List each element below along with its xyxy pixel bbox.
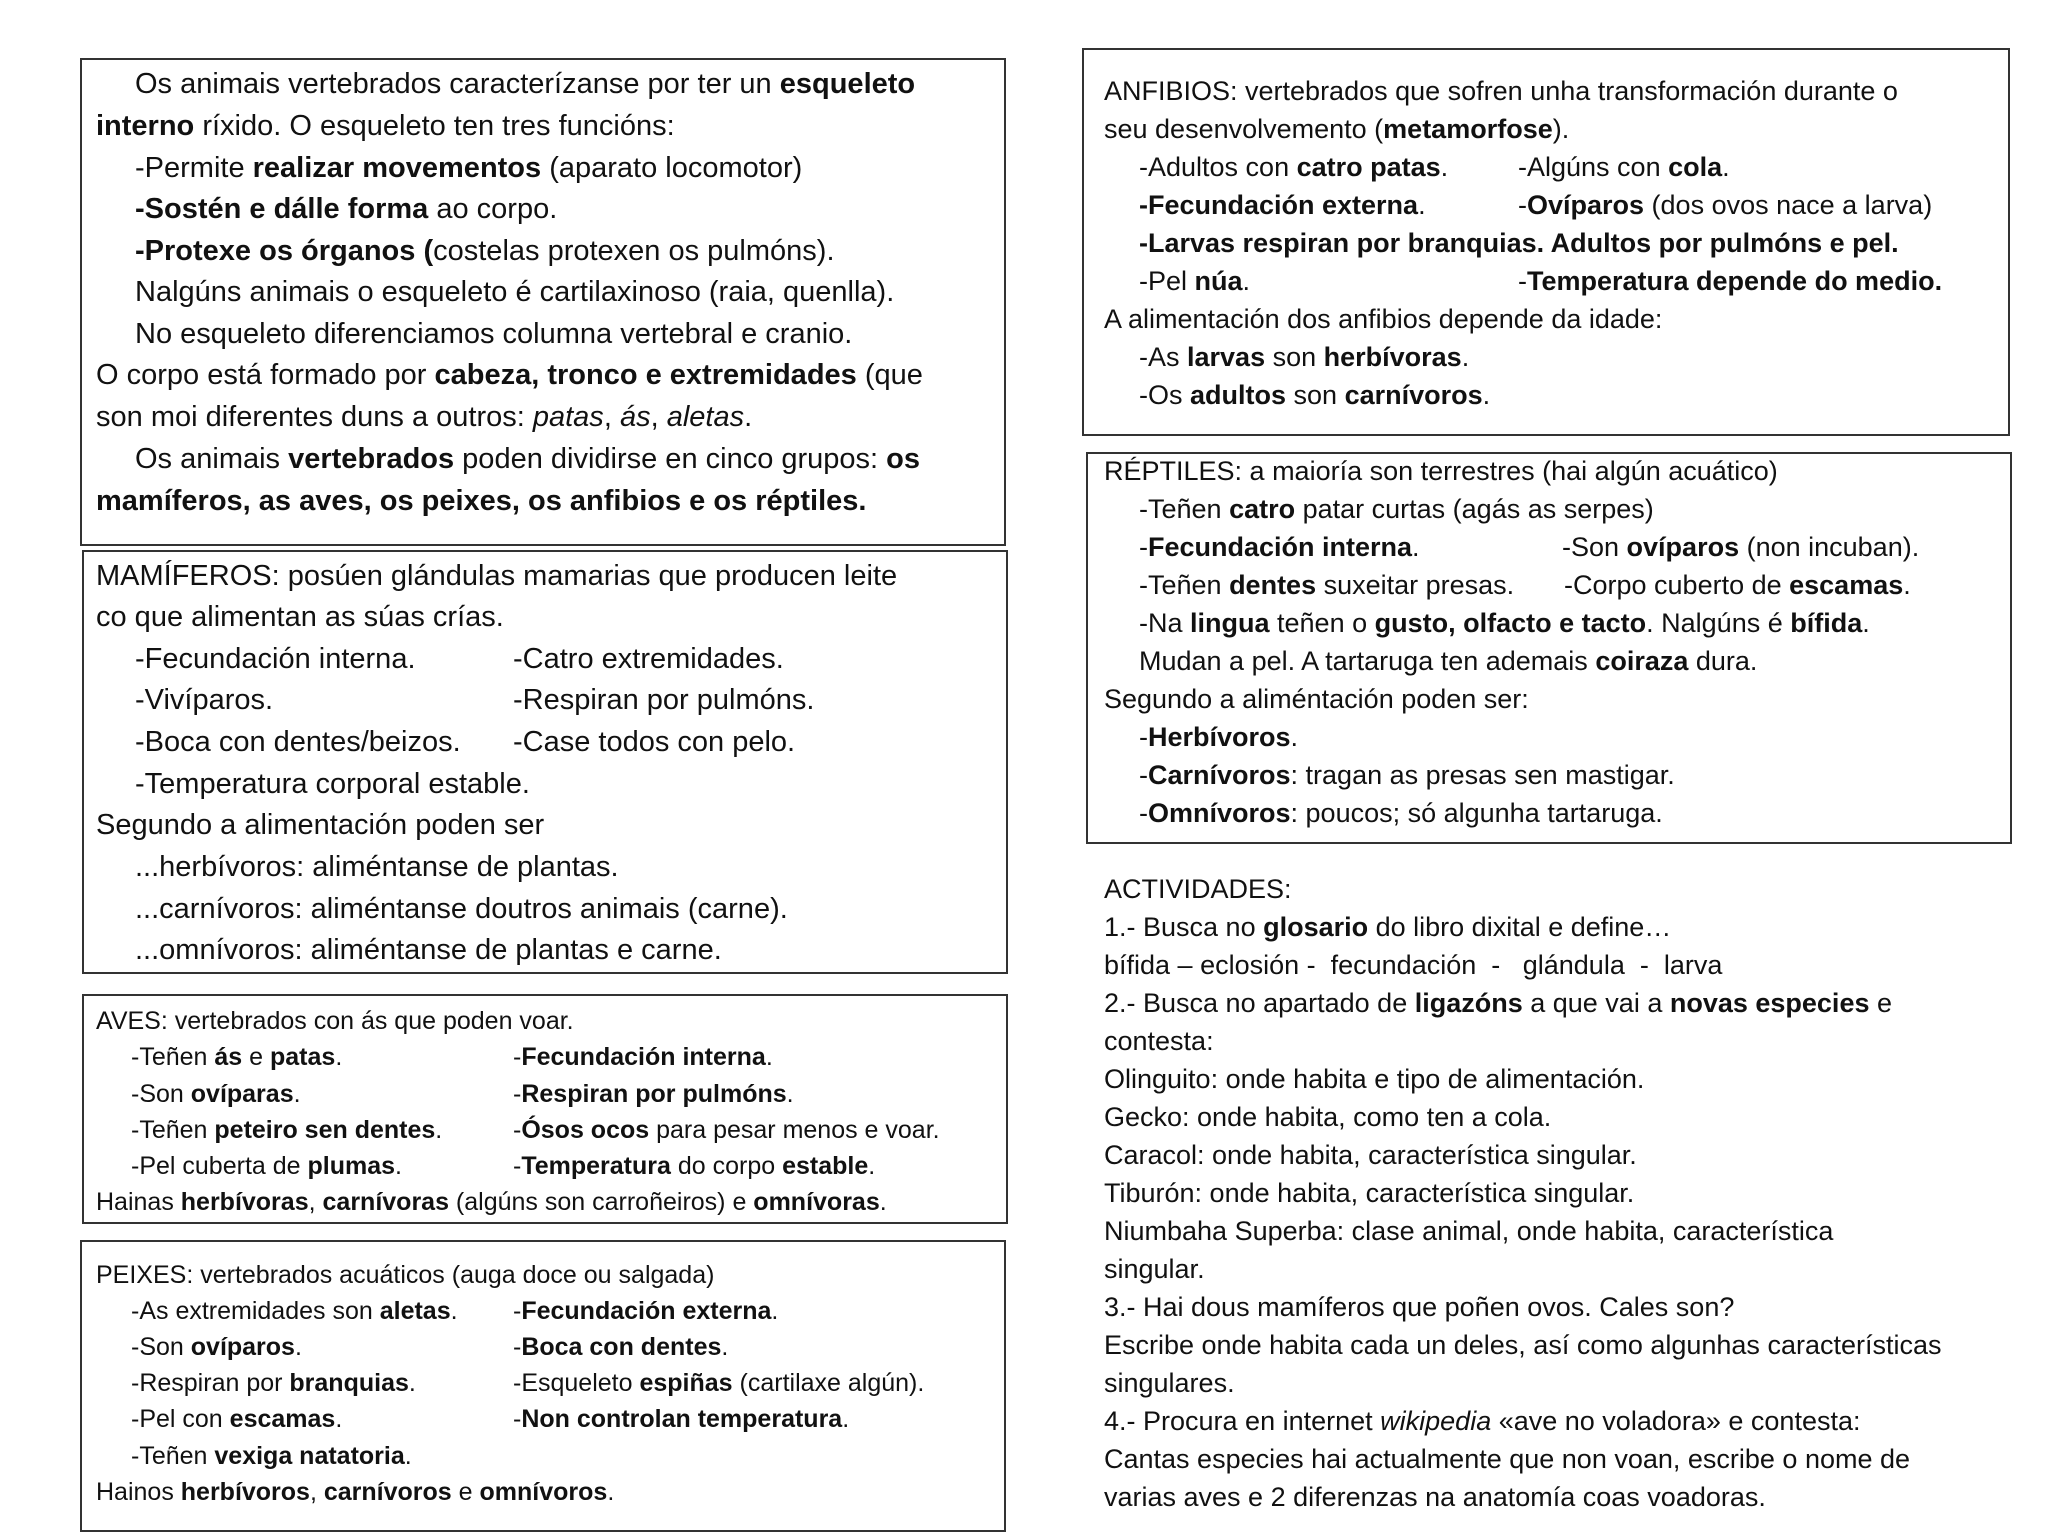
mammals-row-3a: -Boca con dentes/beizos. (135, 726, 461, 758)
mammals-row-4: -Temperatura corporal estable. (135, 768, 530, 800)
activities-line-15: Cantas especies hai actualmente que non voan, escribe o nome de (1104, 1444, 1911, 1474)
fish-row-1b: -Fecundación externa. (513, 1297, 779, 1325)
reptiles-line-5: -Na lingua teñen o gusto, olfacto e tacto. Nalgúns é bífida. (1139, 608, 1870, 638)
activities-line-12: Escribe onde habita cada un deles, así como algunhas características (1104, 1330, 1942, 1360)
reptiles-row-4a: -Teñen dentes suxeitar presas. (1139, 570, 1515, 600)
intro-line-8: O corpo está formado por cabeza, tronco e extremidades (que (96, 359, 923, 391)
birds-row-3b: -Ósos ocos para pesar menos e voar. (513, 1116, 940, 1144)
mammals-line-10: ...omnívoros: aliméntanse de plantas e carne. (135, 934, 722, 966)
birds-row-2a: -Son ovíparas. (131, 1080, 301, 1108)
activities-line-5: Olinguito: onde habita e tipo de alimentación. (1104, 1064, 1645, 1094)
reptiles-line-2: -Teñen catro patar curtas (agás as serpes) (1139, 494, 1654, 524)
mammals-row-2a: -Vivíparos. (135, 684, 274, 716)
activities-line-4: contesta: (1104, 1026, 1214, 1056)
amphibians-line-9: -Os adultos son carnívoros. (1139, 380, 1491, 410)
amphibians-row-2b: -Ovíparos (dos ovos nace a larva) (1518, 190, 1933, 220)
amphibians-row-4a: -Pel núa. (1139, 266, 1251, 296)
reptiles-line-7: Segundo a aliméntación poden ser: (1104, 684, 1529, 714)
intro-line-10: Os animais vertebrados poden dividirse en cinco grupos: os (135, 443, 921, 475)
amphibians-row-1b: -Algúns con cola. (1518, 152, 1730, 182)
reptiles-line-8: -Herbívoros. (1139, 722, 1299, 752)
fish-row-4a: -Pel con escamas. (131, 1405, 343, 1433)
intro-line-5: -Protexe os órganos (costelas protexen os pulmóns). (135, 235, 835, 267)
reptiles-line-9: -Carnívoros: tragan as presas sen mastigar. (1139, 760, 1675, 790)
activities-line-8: Tiburón: onde habita, característica singular. (1104, 1178, 1635, 1208)
fish-row-2a: -Son ovíparos. (131, 1333, 302, 1361)
birds-row-1b: -Fecundación interna. (513, 1043, 773, 1071)
mammals-line-9: ...carnívoros: aliméntanse doutros animais (carne). (135, 893, 788, 925)
amphibians-row-1a: -Adultos con catro patas. (1139, 152, 1449, 182)
intro-line-2: interno ríxido. O esqueleto ten tres funcións: (96, 110, 675, 142)
intro-line-11: mamíferos, as aves, os peixes, os anfibios e os réptiles. (96, 485, 867, 517)
intro-line-1: Os animais vertebrados caracterízanse por ter un esqueleto (135, 68, 916, 100)
intro-line-7: No esqueleto diferenciamos columna vertebral e cranio. (135, 318, 853, 350)
intro-line-9: son moi diferentes duns a outros: patas, ás, aletas. (96, 401, 753, 433)
mammals-line-7: Segundo a alimentación poden ser (96, 809, 545, 841)
fish-row-1a: -As extremidades son aletas. (131, 1297, 458, 1325)
intro-line-4: -Sostén e dálle forma ao corpo. (135, 193, 558, 225)
birds-row-3a: -Teñen peteiro sen dentes. (131, 1116, 443, 1144)
intro-line-6: Nalgúns animais o esqueleto é cartilaxinoso (raia, quenlla). (135, 276, 895, 308)
activities-line-2: bífida – eclosión - fecundación - glándula - larva (1104, 950, 1723, 980)
fish-line-1: PEIXES: vertebrados acuáticos (auga doce ou salgada) (96, 1261, 715, 1289)
birds-line-1: AVES: vertebrados con ás que poden voar. (96, 1007, 574, 1035)
reptiles-row-3b: -Son ovíparos (non incuban). (1562, 532, 1920, 562)
reptiles-line-1: RÉPTILES: a maioría son terrestres (hai algún acuático) (1104, 456, 1778, 486)
reptiles-row-3a: -Fecundación interna. (1139, 532, 1420, 562)
mammals-line-2: co que alimentan as súas crías. (96, 601, 504, 633)
fish-line-7: Hainos herbívoros, carnívoros e omnívoros. (96, 1478, 615, 1506)
activities-line-9: Niumbaha Superba: clase animal, onde habita, característica (1104, 1216, 1834, 1246)
activities-line-11: 3.- Hai dous mamíferos que poñen ovos. Cales son? (1104, 1292, 1735, 1322)
amphibians-line-7: A alimentación dos anfibios depende da idade: (1104, 304, 1663, 334)
intro-line-3: -Permite realizar movementos (aparato locomotor) (135, 152, 803, 184)
birds-row-1a: -Teñen ás e patas. (131, 1043, 343, 1071)
fish-row-5: -Teñen vexiga natatoria. (131, 1442, 412, 1470)
amphibians-row-2a: -Fecundación externa. (1139, 190, 1426, 220)
reptiles-row-4b: -Corpo cuberto de escamas. (1564, 570, 1911, 600)
mammals-row-1b: -Catro extremidades. (513, 643, 784, 675)
amphibians-line-8: -As larvas son herbívoras. (1139, 342, 1470, 372)
activities-title: ACTIVIDADES: (1104, 874, 1292, 904)
activities-line-3: 2.- Busca no apartado de ligazóns a que vai a novas especies e (1104, 988, 1893, 1018)
amphibians-line-2: seu desenvolvemento (metamorfose). (1104, 114, 1570, 144)
fish-row-3b: -Esqueleto espiñas (cartilaxe algún). (513, 1369, 925, 1397)
activities-line-6: Gecko: onde habita, como ten a cola. (1104, 1102, 1552, 1132)
activities-line-10: singular. (1104, 1254, 1205, 1284)
mammals-row-2b: -Respiran por pulmóns. (513, 684, 815, 716)
activities-line-14: 4.- Procura en internet wikipedia «ave no voladora» e contesta: (1104, 1406, 1861, 1436)
mammals-row-3b: -Case todos con pelo. (513, 726, 796, 758)
birds-line-6: Hainas herbívoras, carnívoras (algúns son carroñeiros) e omnívoras. (96, 1188, 887, 1216)
mammals-line-1: MAMÍFEROS: posúen glándulas mamarias que producen leite (96, 560, 898, 592)
birds-row-2b: -Respiran por pulmóns. (513, 1080, 794, 1108)
fish-row-2b: -Boca con dentes. (513, 1333, 729, 1361)
birds-row-4b: -Temperatura do corpo estable. (513, 1152, 876, 1180)
birds-row-4a: -Pel cuberta de plumas. (131, 1152, 402, 1180)
fish-row-3a: -Respiran por branquias. (131, 1369, 416, 1397)
reptiles-line-10: -Omnívoros: poucos; só algunha tartaruga. (1139, 798, 1663, 828)
amphibians-line-1: ANFIBIOS: vertebrados que sofren unha transformación durante o (1104, 76, 1898, 106)
mammals-line-8: ...herbívoros: aliméntanse de plantas. (135, 851, 619, 883)
amphibians-row-4b: -Temperatura depende do medio. (1518, 266, 1943, 296)
fish-row-4b: -Non controlan temperatura. (513, 1405, 850, 1433)
amphibians-row-3: -Larvas respiran por branquias. Adultos por pulmóns e pel. (1139, 228, 1899, 258)
activities-line-7: Caracol: onde habita, característica singular. (1104, 1140, 1637, 1170)
activities-line-16: varias aves e 2 diferenzas na anatomía coas voadoras. (1104, 1482, 1766, 1512)
activities-line-1: 1.- Busca no glosario do libro dixital e define… (1104, 912, 1672, 942)
mammals-row-1a: -Fecundación interna. (135, 643, 416, 675)
reptiles-line-6: Mudan a pel. A tartaruga ten ademais coiraza dura. (1139, 646, 1758, 676)
activities-line-13: singulares. (1104, 1368, 1235, 1398)
